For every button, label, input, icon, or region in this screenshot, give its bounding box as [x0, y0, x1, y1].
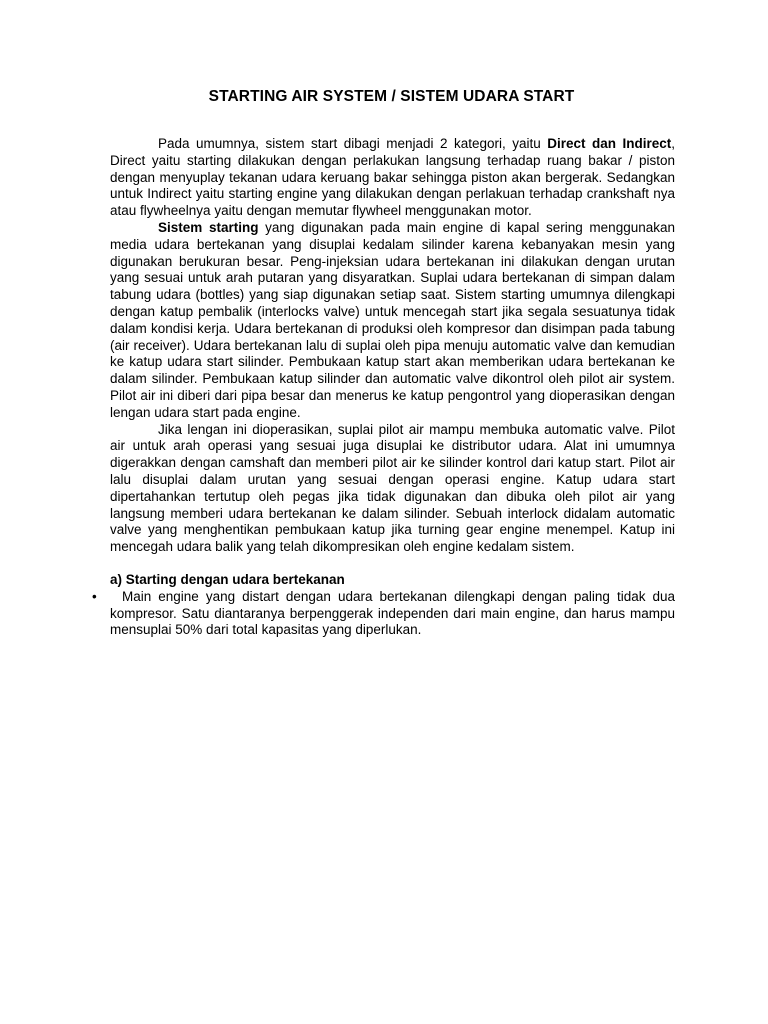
document-body [92, 136, 676, 639]
paragraph-sistem-starting [110, 220, 675, 422]
paragraph-intro-text-1: Pada umumnya, sistem start dibagi menjadi 2 kategori, yaitu [158, 136, 548, 151]
paragraph-intro [110, 136, 675, 220]
document-title: STARTING AIR SYSTEM / SISTEM UDARA START [208, 88, 575, 105]
paragraph-pilot-air: Jika lengan ini dioperasikan, suplai pilot air mampu membuka automatic valve. Pilot air untuk arah operasi yang sesuai juga disuplai ke distributor udara. Alat ini umumnya digerakkan dengan camshaft dan memberi pilot air ke silinder kontrol dari katup start. Pilot air lalu disuplai dalam urutan yang sesuai dengan operasi engine. Katup udara start dipertahankan tertutup oleh pegas jika tidak digunakan dan dibuka oleh pilot air yang langsung memberi udara bertekanan ke dalam silinder. Sebuah interlock didalam automatic valve yang menghentikan pembukaan katup jika turning gear engine menempel. Katup ini mencegah udara balik yang telah dikompresikan oleh engine kedalam sistem. [110, 421, 675, 555]
paragraph-intro-bold-term: Direct dan Indirect [547, 136, 672, 151]
paragraph-sistem-starting-bold-term: Sistem starting [158, 219, 259, 235]
paragraph-sistem-starting-text: yang digunakan pada main engine di kapal sering menggunakan media udara bertekanan yang disuplai kedalam silinder karena kebanyakan mesin yang digunakan berukuran besar. Peng-injeksian udara bertekanan ini dilakukan dengan urutan yang sesuai untuk arah putaran yang disyaratkan. Suplai udara bertekanan di simpan dalam tabung udara (bottles) yang siap digunakan setiap saat. Sistem starting umumnya dilengkapi dengan katup pembalik (interlocks valve) untuk mencegah start jika segala sesuatunya tidak dalam kondisi kerja. Udara bertekanan di produksi oleh kompresor dan disimpan pada tabung (air receiver). Udara bertekanan lalu di suplai oleh pipa menuju automatic valve dan kemudian ke katup udara start silinder. Pembukaan katup start akan memberikan udara bertekanan ke dalam silinder. Pembukaan katup silinder dan automatic valve dikontrol oleh pilot air system. Pilot air ini diberi dari pipa besar dan menerus ke katup pengontrol yang dioperasikan dengan lengan udara start pada engine. [110, 219, 675, 420]
paragraph-intro-text-2: , Direct yaitu starting dilakukan dengan perlakukan langsung terhadap ruang bakar / piston dengan menyuplay tekanan udara keruang bakar sehingga piston akan bergerak. Sedangkan untuk Indirect yaitu starting engine yang dilakukan dengan perlakuan terhadap crankshaft nya atau flywheelnya yaitu dengan memutar flywheel menggunakan motor. [110, 136, 676, 219]
bullet-list-item [92, 588, 675, 639]
bullet-text: Main engine yang distart dengan udara bertekanan dilengkapi dengan paling tidak dua kompresor. Satu diantaranya berpenggerak independen dari main engine, dan harus mampu mensuplai 50% dari total kapasitas yang diperlukan. [110, 588, 675, 638]
bullet-icon: • [92, 588, 97, 604]
section-a-heading: a) Starting dengan udara bertekanan [110, 571, 345, 587]
